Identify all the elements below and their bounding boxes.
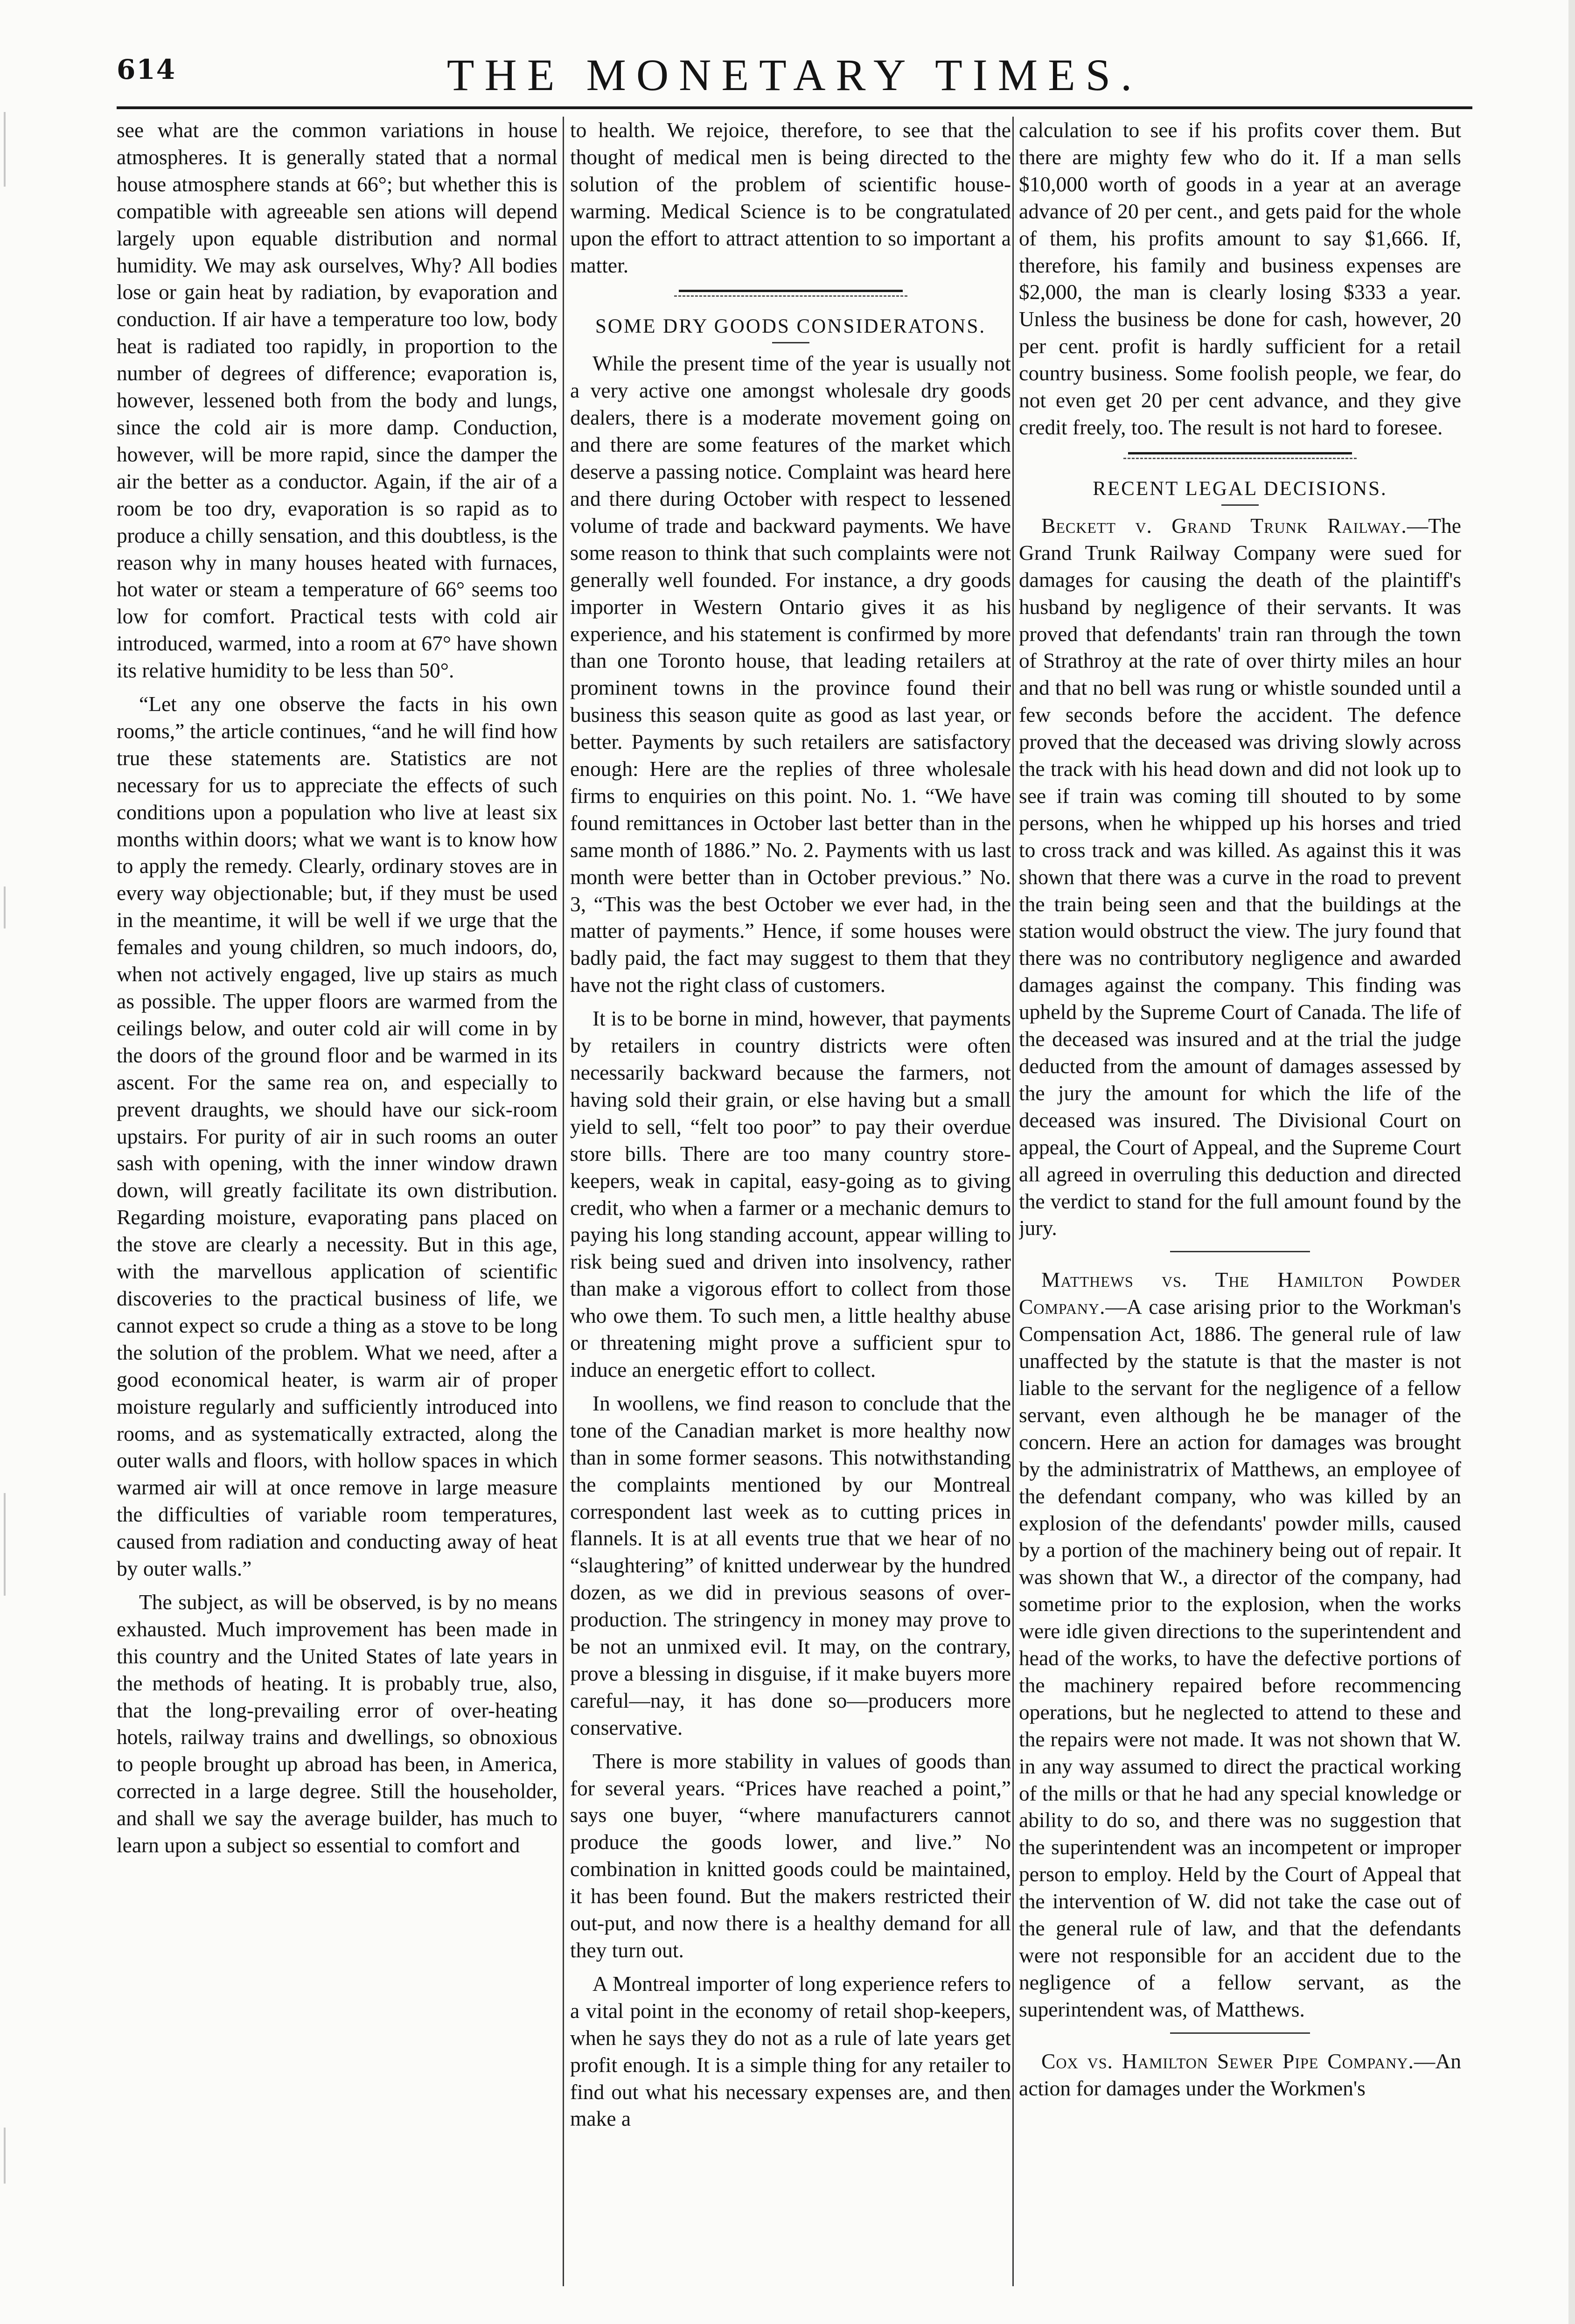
paragraph: While the present time of the year is usually not a very active one amongst wholesale dry goods dealers, there is a moderate movement going on and there are some features of the market which deserve a passing notice. Complaint was heard here and there during October with respect to lessened volume of trade and backward payments. We have some reason to think that such complaints were not generally well founded. For instance, a dry goods importer in Western Ontario gives it as his experience, and his statement is confirmed by more than one Toronto house, that leading retailers at prominent towns in the province found their business this season quite as good as last year, or better. Payments by such retailers are satisfactory enough: Here are the replies of three wholesale firms to enquiries on this point. No. 1. “We have found remittances in October last better than in the same month of 1886.” No. 2. Payments with us last month were better than in October previous.” No. 3, “This was the best October we ever had, in the matter of payments.” Hence, if some houses were badly paid, the fact may suggest to them that they have not the right class of customers. bbox=[570, 351, 1011, 997]
heading-underline bbox=[772, 342, 809, 343]
margin-speck bbox=[4, 886, 6, 928]
case-separator bbox=[1170, 1251, 1310, 1252]
paragraph: The subject, as will be observed, is by no means exhausted. Much improvement has been made in this country and the United States of late years in the methods of heating. It is probably true, also, that the long-prevailing error of over-heating hotels, railway trains and dwellings, so obnoxious to people brought up abroad has been, in America, corrected in a large degree. Still the householder, and shall we say the average builder, has much to learn upon a subject so essential to comfort and bbox=[117, 1590, 558, 1857]
margin-speck bbox=[4, 1493, 6, 1596]
paragraph: In woollens, we find reason to conclude that the tone of the Canadian market is more healthy now than in some former seasons. This notwithstanding the complaints mentioned by our Montreal correspondent last week as to cutting prices in flannels. It is at all events true that we hear of no “slaughtering” of knitted underwear by the hundred dozen, as we did in previous seasons of over-production. The stringency in money may prove to be not an unmixed evil. It may, on the contrary, prove a blessing in disguise, if it make buyers more careful—nay, it has done so—producers more conservative. bbox=[570, 1391, 1011, 1739]
paragraph: to health. We rejoice, therefore, to see that the thought of medical men is being directed to the solution of the problem of scientific house-warming. Medical Science is to be congratulated upon the effort to attract attention to so important a matter. bbox=[570, 118, 1011, 277]
case-title: Beckett v. Grand Trunk Railway. bbox=[1041, 513, 1407, 537]
header-rule bbox=[117, 106, 1472, 112]
case-body: —A case arising prior to the Workman's Compensation Act, 1886. The general rule of law unaffected by the statute is that the master is not liable to the servant for the negligence of a fellow servant, even although he be manager of the concern. Here an action for damages was brought by the administratrix of Matthews, an employee of the defendant company, who was killed by an explosion of the defendants' powder mills, caused by a portion of the machinery being out of repair. It was shown that W., a director of the company, had sometime prior to the explosion, when the works were idle given directions to the superintendent and head of the works, to have the defective portions of the machinery repaired before recommencing operations, but he neglected to attend to these and the repairs were not made. It was not shown that W. in any way assumed to direct the practical working of the mills or that he had any special knowledge or ability to do so, and there was no suggestion that the superintendent was an incompetent or improper person to employ. Held by the Court of Appeal that the intervention of W. did not take the case out of the general rule of law, and that the defendants were not responsible for an accident due to the negligence of a fellow servant, as the superintendent was, of Matthews. bbox=[1019, 1295, 1461, 2021]
column-3 bbox=[1019, 117, 1461, 2291]
legal-case bbox=[1019, 2048, 1461, 2102]
legal-case bbox=[1019, 1266, 1461, 2023]
case-body: —The Grand Trunk Railway Company were sued for damages for causing the death of the plaintiff's husband by negligence of their servants. It was proved that defendants' train ran through the town of Strathroy at the rate of over thirty miles an hour and that no bell was rung or whistle sounded until a few seconds before the accident. The defence proved that the deceased was driving slowly across the track with his head down and did not look up to see if train was coming till shouted to by some persons, when he whipped up his horses and tried to cross track and was killed. As against this it was shown that there was a curve in the road to prevent the train being seen and that the buildings at the station would obstruct the view. The jury found that there was no contributory negligence and awarded damages against the company. This finding was upheld by the Supreme Court of Canada. The life of the deceased was insured and at the trial the judge deducted from the amount of damages assessed by the jury the amount for which the life of the deceased was insured. The Divisional Court on appeal, the Court of Appeal, and the Supreme Court all agreed in overruling this deduction and directed the verdict to stand for the full amount found by the jury. bbox=[1019, 513, 1461, 1240]
heading-underline bbox=[1221, 504, 1259, 506]
case-body: —An action for damages under the Workmen's bbox=[1019, 2049, 1461, 2100]
column-1 bbox=[117, 117, 558, 2291]
case-separator bbox=[1170, 2032, 1310, 2034]
column-divider bbox=[1012, 117, 1014, 2286]
page-number: 614 bbox=[117, 54, 176, 85]
masthead-title: THE MONETARY TIMES. bbox=[446, 50, 1143, 100]
column-divider bbox=[563, 117, 564, 2286]
case-title: Cox vs. Hamilton Sewer Pipe Company. bbox=[1041, 2049, 1414, 2073]
column-2 bbox=[570, 117, 1011, 2291]
case-title: Matthews vs. The Hamilton Powder Company. bbox=[1019, 1268, 1461, 1319]
section-separator bbox=[1019, 447, 1461, 466]
paragraph: A Montreal importer of long experience refers to a vital point in the economy of retail shop-keepers, when he says they do not as a rule of late years get profit enough. It is a simple thing for any retailer to find out what his necessary expenses are, and then make a bbox=[570, 1971, 1011, 2131]
section-heading: SOME DRY GOODS CONSIDERATONS. bbox=[595, 315, 986, 338]
paragraph: It is to be borne in mind, however, that payments by retailers in country districts were often necessarily backward because the farmers, not having sold their grain, or else having but a small yield to sell, “felt too poor” to pay their overdue store bills. There are too many country store-keepers, weak in capital, easy-going as to giving credit, who when a farmer or a mechanic demurs to paying his long standing account, appear willing to risk being sued and driven into insolvency, rather than make a vigorous effort to collect from those who owe them. To such men, a little healthy abuse or threatening might prove a sufficient spur to induce an energetic effort to collect. bbox=[570, 1006, 1011, 1382]
margin-speck bbox=[4, 2128, 6, 2184]
paragraph: There is more stability in values of goods than for several years. “Prices have reached a point,” says one buyer, “where manufacturers cannot produce the goods lower, and live.” No combination in knitted goods could be maintained, it has been found. But the makers restricted their out-put, and now there is a healthy demand for all they turn out. bbox=[570, 1749, 1011, 1962]
paragraph: “Let any one observe the facts in his own rooms,” the article continues, “and he will find how true these statements are. Statistics are not necessary for us to appreciate the effects of such conditions upon a population who live at least six months within doors; what we want is to know how to apply the remedy. Clearly, ordinary stoves are in every way objectionable; but, if they must be used in the meantime, it will be well if we urge that the females and young children, so much indoors, do, when not actively engaged, live up stairs as much as possible. The upper floors are warmed from the ceilings below, and outer cold air will come in by the doors of the ground floor and be warmed in its ascent. For the same rea on, and especially to prevent draughts, we should have our sick-room upstairs. For purity of air in such rooms an outer sash with opening, with the inner window drawn down, will greatly facilitate its own distribution. Regarding moisture, evaporating pans placed on the stove are clearly a necessity. But in this age, with the marvellous application of scientific discoveries to the practical business of life, we cannot expect so crude a thing as a stove to be long the solution of the problem. What we need, after a good economical heater, is warm air of proper moisture regularly and sufficiently introduced into rooms, and as systematically extracted, along the outer walls and floors, with hollow spaces in which warmed air will at once remove in large measure the difficulties of variable room temperatures, caused from radiation and conducting away of heat by outer walls.” bbox=[117, 692, 558, 1581]
section-heading: RECENT LEGAL DECISIONS. bbox=[1093, 477, 1387, 500]
margin-speck bbox=[4, 112, 6, 187]
section-separator bbox=[570, 285, 1011, 304]
legal-case bbox=[1019, 512, 1461, 1242]
page-header bbox=[117, 49, 1472, 100]
page-edge bbox=[1568, 0, 1575, 2324]
paragraph: calculation to see if his profits cover them. But there are mighty few who do it. If a man sells $10,000 worth of goods in a year at an average advance of 20 per cent., and gets paid for the whole of them, his profits amount to say $1,666. If, therefore, his family and business expenses are $2,000, the man is clearly losing $333 a year. Unless the business be done for cash, however, 20 per cent. profit is hardly sufficient for a retail country business. Some foolish people, we fear, do not even get 20 per cent advance, and they give credit freely, too. The result is not hard to foresee. bbox=[1019, 118, 1461, 439]
paragraph: see what are the common variations in house atmospheres. It is generally stated that a normal house atmosphere stands at 66°; but whether this is compatible with agreeable sen ations will depend largely upon equable distribution and normal humidity. We may ask ourselves, Why? All bodies lose or gain heat by radiation, by evaporation and conduction. If air have a temperature too low, body heat is radiated too rapidly, in proportion to the number of degrees of difference; evaporation is, however, lessened both from the body and lungs, since the cold air is more damp. Conduction, however, will be more rapid, since the damper the air the better as a conductor. Again, if the air of a room be too dry, evaporation is so rapid as to produce a chilly sensation, and this doubtless, is the reason why in many houses heated with furnaces, hot water or steam a temperature of 66° seems too low for comfort. Practical tests with cold air introduced, warmed, into a room at 67° have shown its relative humidity to be less than 50°. bbox=[117, 118, 558, 683]
